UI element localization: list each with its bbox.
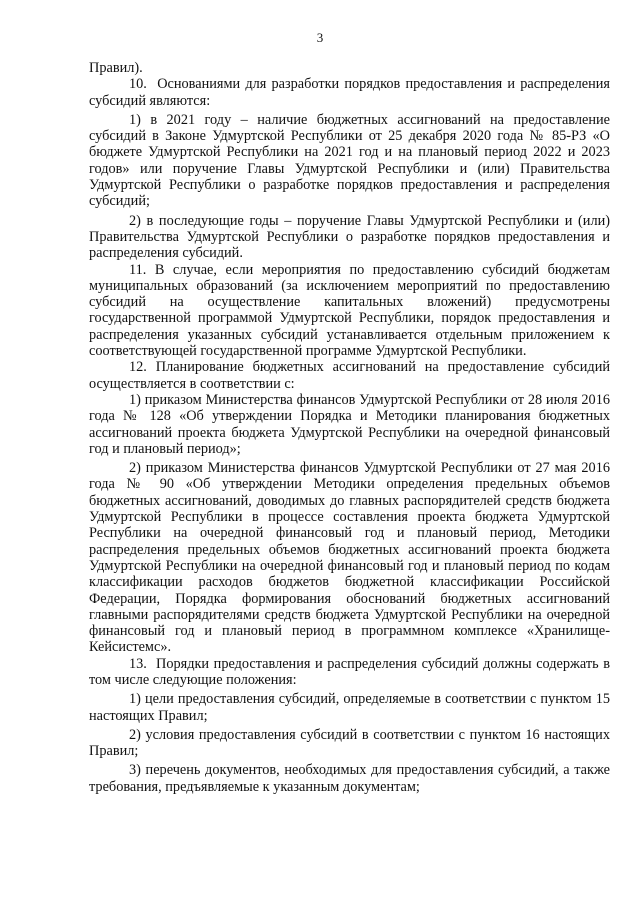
paragraph-10-item-1: 1) в 2021 году – наличие бюджетных ассигнований на предоставление субсидий в Законе Удмуртской Республики от 25 декабря 2020 года № 85-РЗ «О бюджете Удмуртской Республики на 2021 год и на плановый период 2022 и 2023 годов» или поручение Главы Удмуртской Республики и (или) Правительства Удмуртской Республики о разработке порядков предоставления и распределения субсидий; [89, 111, 610, 210]
paragraph-13-item-2: 2) условия предоставления субсидий в соответствии с пунктом 16 настоящих Правил; [89, 726, 610, 760]
paragraph-10: 10. Основаниями для разработки порядков предоставления и распределения субсидий являются: [89, 76, 610, 109]
paragraph-12: 12. Планирование бюджетных ассигнований на предоставление субсидий осуществляется в соответствии с: [89, 359, 610, 392]
paragraph-10-item-2: 2) в последующие годы – поручение Главы Удмуртской Республики и (или) Правительства Удмуртской Республики о разработке порядков предоставления и распределения субсидий. [89, 212, 610, 262]
paragraph-continuation: Правил). [89, 60, 143, 76]
paragraph-11: 11. В случае, если мероприятия по предоставлению субсидий бюджетам муниципальных образований (за исключением мероприятий по предоставлению субсидий на осуществление капитальных вложений) предусмотрены государственной программой Удмуртской Республики, порядок предоставления и распределения указанных субсидий устанавливается отдельным приложением к соответствующей государственной программе Удмуртской Республики. [89, 261, 610, 360]
paragraph-12-item-1: 1) приказом Министерства финансов Удмуртской Республики от 28 июля 2016 года № 128 «Об утверждении Порядка и Методики планирования бюджетных ассигнований проекта бюджета Удмуртской Республики на очередной финансовый год и плановый период»; [89, 391, 610, 457]
paragraph-13-item-3: 3) перечень документов, необходимых для предоставления субсидий, а также требования, предъявляемые к указанным документам; [89, 762, 610, 795]
page-number: 3 [316, 30, 324, 45]
paragraph-13-item-1: 1) цели предоставления субсидий, определяемые в соответствии с пунктом 15 настоящих Правил; [89, 691, 610, 724]
paragraph-13: 13. Порядки предоставления и распределения субсидий должны содержать в том числе следующие положения: [89, 655, 610, 688]
document-body [89, 60, 610, 795]
paragraph-12-item-2: 2) приказом Министерства финансов Удмуртской Республики от 27 мая 2016 года № 90 «Об утверждении Методики определения предельных объемов бюджетных ассигнований, доводимых до главных распорядителей средств бюджета Удмуртской Республики в процессе составления проекта бюджета Удмуртской Республики на очередной финансовый год и плановый период, Методики распределения предельных объемов бюджетных ассигнований проекта бюджета Удмуртской Республики на очередной финансовый год и плановый период по кодам классификации расходов бюджетов бюджетной классификации Российской Федерации, Порядка формирования обоснований бюджетных ассигнований главными распорядителями средств бюджета Удмуртской Республики на очередной финансовый год и плановый период в программном комплексе «Хранилище-Кейсистемс». [89, 460, 610, 656]
